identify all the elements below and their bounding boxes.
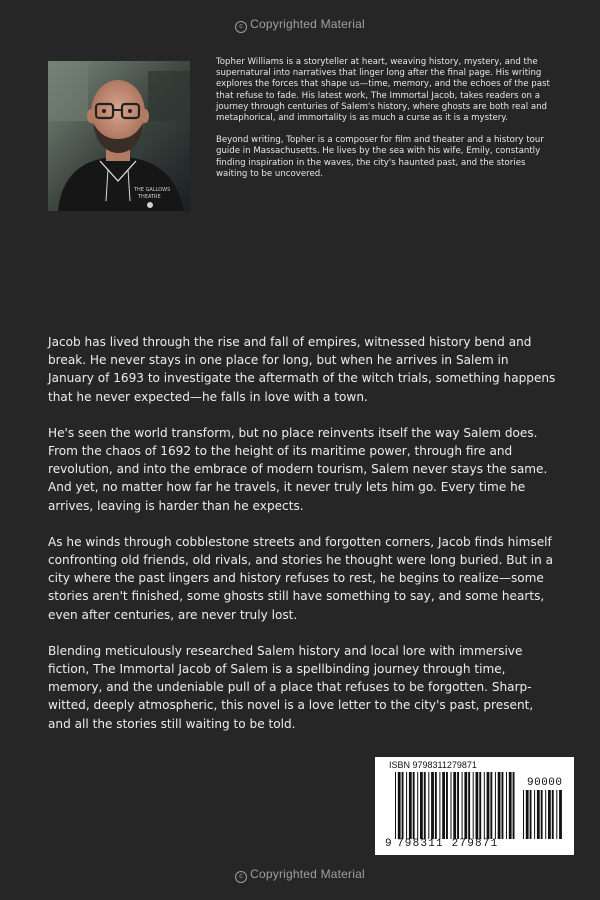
barcode-bar	[453, 772, 456, 839]
blurb-paragraph: Jacob has lived through the rise and fall of empires, witnessed history bend and break. He never stays in one place for long, but when he arrives in Salem in January of 1693 to investigate the aftermath of the witch trials, something happens that he never expected—he falls in love with a town.	[48, 335, 556, 404]
isbn-digits: 798311 279871	[397, 838, 499, 850]
price-barcode-bar	[526, 790, 529, 839]
barcode-bar	[413, 772, 415, 839]
barcode-bar	[420, 772, 423, 839]
barcode-bar	[490, 772, 492, 839]
barcode-bar	[446, 772, 448, 839]
copyright-icon: c	[235, 21, 247, 33]
barcode-bar	[476, 772, 479, 839]
author-photo	[48, 61, 190, 211]
barcode-bar	[484, 772, 485, 839]
barcode-bar	[398, 772, 401, 839]
price-barcode-bar	[523, 790, 524, 839]
blurb-paragraph: Blending meticulously researched Salem history and local lore with immersive fiction, The Immortal Jacob of Salem is a spellbinding journey through time, memory, and the undeniable pull of a place that refuses to be forgotten. Sharp-witted, deeply atmospheric, this novel is a love letter to the city's past, present, and all the stories still waiting to be told.	[48, 643, 534, 731]
barcode-bar	[424, 772, 426, 839]
barcode-bar	[439, 772, 440, 839]
barcode-bar	[409, 772, 412, 839]
barcode-bar	[498, 772, 501, 839]
barcode-bar	[513, 772, 515, 839]
price-barcode-bar	[556, 790, 557, 839]
isbn-barcode	[375, 757, 574, 855]
barcode-bar	[435, 772, 437, 839]
barcode-bar	[506, 772, 507, 839]
barcode-bar	[464, 772, 467, 839]
price-barcode-bar	[545, 790, 546, 839]
price-barcode-bar	[541, 790, 543, 839]
barcode-bar	[428, 772, 429, 839]
watermark-text-top: Copyrighted Material	[250, 17, 365, 31]
blurb-paragraph: As he winds through cobblestone streets and forgotten corners, Jacob finds himself confronting old friends, old rivals, and stories he thought were long buried. But in a city where the past lingers and history refuses to rest, he begins to realize—some stories aren't finished, some ghosts still have something to say, and some hearts, even after centuries, are never truly lost.	[48, 534, 554, 622]
barcode-bar	[402, 772, 404, 839]
copyright-icon: c	[235, 871, 247, 883]
bio-paragraph: Topher Williams is a storyteller at heart, weaving history, mystery, and the supernatural into narratives that linger long after the final page. His writing explores the forces that shape us—time, memory, and the echoes of the past that refuse to fade. His latest work, The Immortal Jacob, takes readers on a journey through centuries of Salem's history, where ghosts are both real and metaphorical, and immortality is as much a curse as it is a mystery.	[216, 57, 550, 124]
price-barcode-bar	[548, 790, 551, 839]
barcode-bar	[509, 772, 512, 839]
author-portrait-icon	[48, 61, 190, 211]
barcode-bar	[431, 772, 434, 839]
svg-text:THE GALLOWS: THE GALLOWS	[134, 187, 171, 193]
barcode-bar	[442, 772, 445, 839]
barcode-bar	[479, 772, 481, 839]
price-code: 90000	[527, 777, 563, 789]
price-barcode-bar	[537, 790, 540, 839]
barcode-bar	[457, 772, 459, 839]
barcode-bar	[495, 772, 496, 839]
isbn-label: ISBN 9798311279871	[389, 760, 477, 770]
isbn-first-digit: 9	[385, 838, 392, 850]
price-barcode-bar	[534, 790, 535, 839]
blurb-paragraph: He's seen the world transform, but no place reinvents itself the way Salem does. From the chaos of 1692 to the height of its maritime power, through fire and revolution, and into the embrace of modern tourism, Salem never stays the same. And yet, no matter how far he travels, it never truly lets him go. Every time he arrives, leaving is harder than he expects.	[48, 425, 548, 513]
price-barcode-bar	[552, 790, 554, 839]
price-barcode-bar	[530, 790, 532, 839]
barcode-bar	[395, 772, 396, 839]
book-blurb	[48, 333, 558, 751]
copyright-watermark-bottom	[0, 867, 600, 883]
copyright-watermark-top	[0, 17, 600, 33]
barcode-bar	[406, 772, 407, 839]
author-bio	[216, 57, 556, 191]
barcode-bar	[417, 772, 418, 839]
price-barcode-bar	[559, 790, 562, 839]
barcode-bar	[487, 772, 490, 839]
barcode-bar	[502, 772, 504, 839]
bio-paragraph: Beyond writing, Topher is a composer for film and theater and a history tour guide in Massachusetts. He lives by the sea with his wife, Emily, constantly finding inspiration in the waves, the city's haunted past, and the stories waiting to be uncovered.	[216, 135, 544, 179]
barcode-bar	[462, 772, 463, 839]
svg-text:THEATRE: THEATRE	[138, 194, 161, 200]
barcode-bar	[473, 772, 474, 839]
barcode-bar	[468, 772, 470, 839]
barcode-bar	[451, 772, 452, 839]
watermark-text-bottom: Copyrighted Material	[250, 867, 365, 881]
